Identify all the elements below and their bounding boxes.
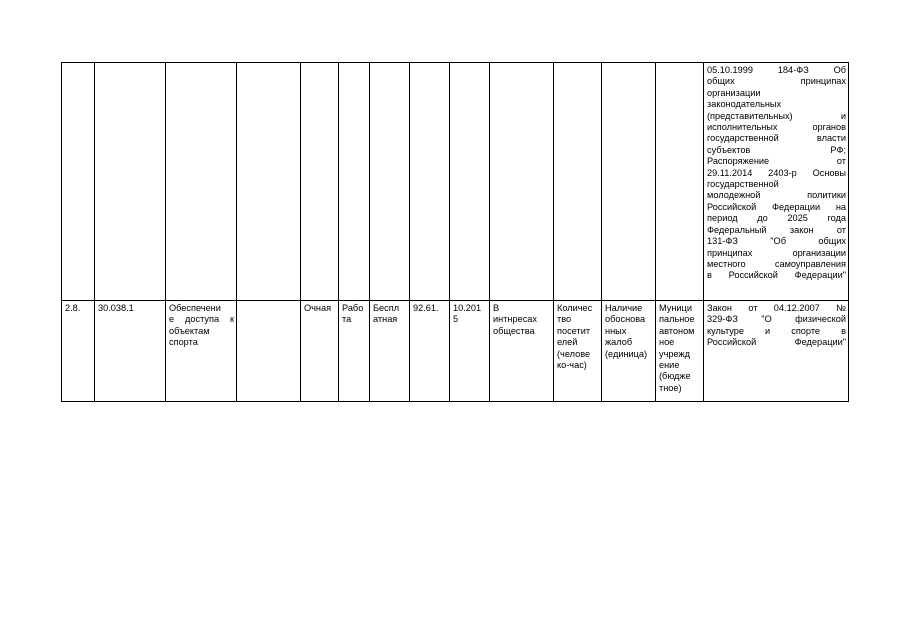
cell-okved: 92.61. — [410, 301, 450, 402]
cell-number: 2.8. — [62, 301, 95, 402]
table-row — [62, 63, 849, 301]
cell-institution-type — [656, 63, 704, 301]
cell-institution-type: Муници пальное автоном ное учрежд ение (бюдже тное) — [656, 301, 704, 402]
cell-service-name: Обеспечени е доступа к объектам спорта — [166, 301, 237, 402]
cell-legal-basis: Закон от 04.12.2007 № 329-ФЗ "О физической культуре и спорте в Российской Федерации" — [704, 301, 849, 402]
cell-number — [62, 63, 95, 301]
cell-indicator-quality — [602, 63, 656, 301]
cell-date — [450, 63, 490, 301]
cell-empty — [237, 301, 301, 402]
cell-type — [339, 63, 370, 301]
cell-payment: Беспл атная — [370, 301, 410, 402]
cell-indicator-volume — [554, 63, 602, 301]
cell-indicator-volume: Количес тво посетит елей (челове ко-час) — [554, 301, 602, 402]
cell-service-name — [166, 63, 237, 301]
cell-interest — [490, 63, 554, 301]
cell-empty — [237, 63, 301, 301]
services-table — [61, 62, 849, 402]
cell-interest: В интнресах общества — [490, 301, 554, 402]
cell-okved — [410, 63, 450, 301]
cell-type: Рабо та — [339, 301, 370, 402]
cell-code — [95, 63, 166, 301]
cell-indicator-quality: Наличие обоснова нных жалоб (единица) — [602, 301, 656, 402]
cell-date: 10.201 5 — [450, 301, 490, 402]
cell-code: 30.038.1 — [95, 301, 166, 402]
cell-legal-basis: 05.10.1999 184-ФЗ Об общих принципах организации законодательных (представительных) и исполнительных органов государственной власти субъектов РФ; Распоряжение от 29.11.2014 2403-р Основы государственной молодежной политики Российской Федерации на период до 2025 года Федеральный закон от 131-ФЗ "Об общих принципах организации местного самоуправления в Российской Федерации" — [704, 63, 849, 301]
cell-payment — [370, 63, 410, 301]
cell-form: Очная — [301, 301, 339, 402]
table-row — [62, 301, 849, 402]
cell-form — [301, 63, 339, 301]
